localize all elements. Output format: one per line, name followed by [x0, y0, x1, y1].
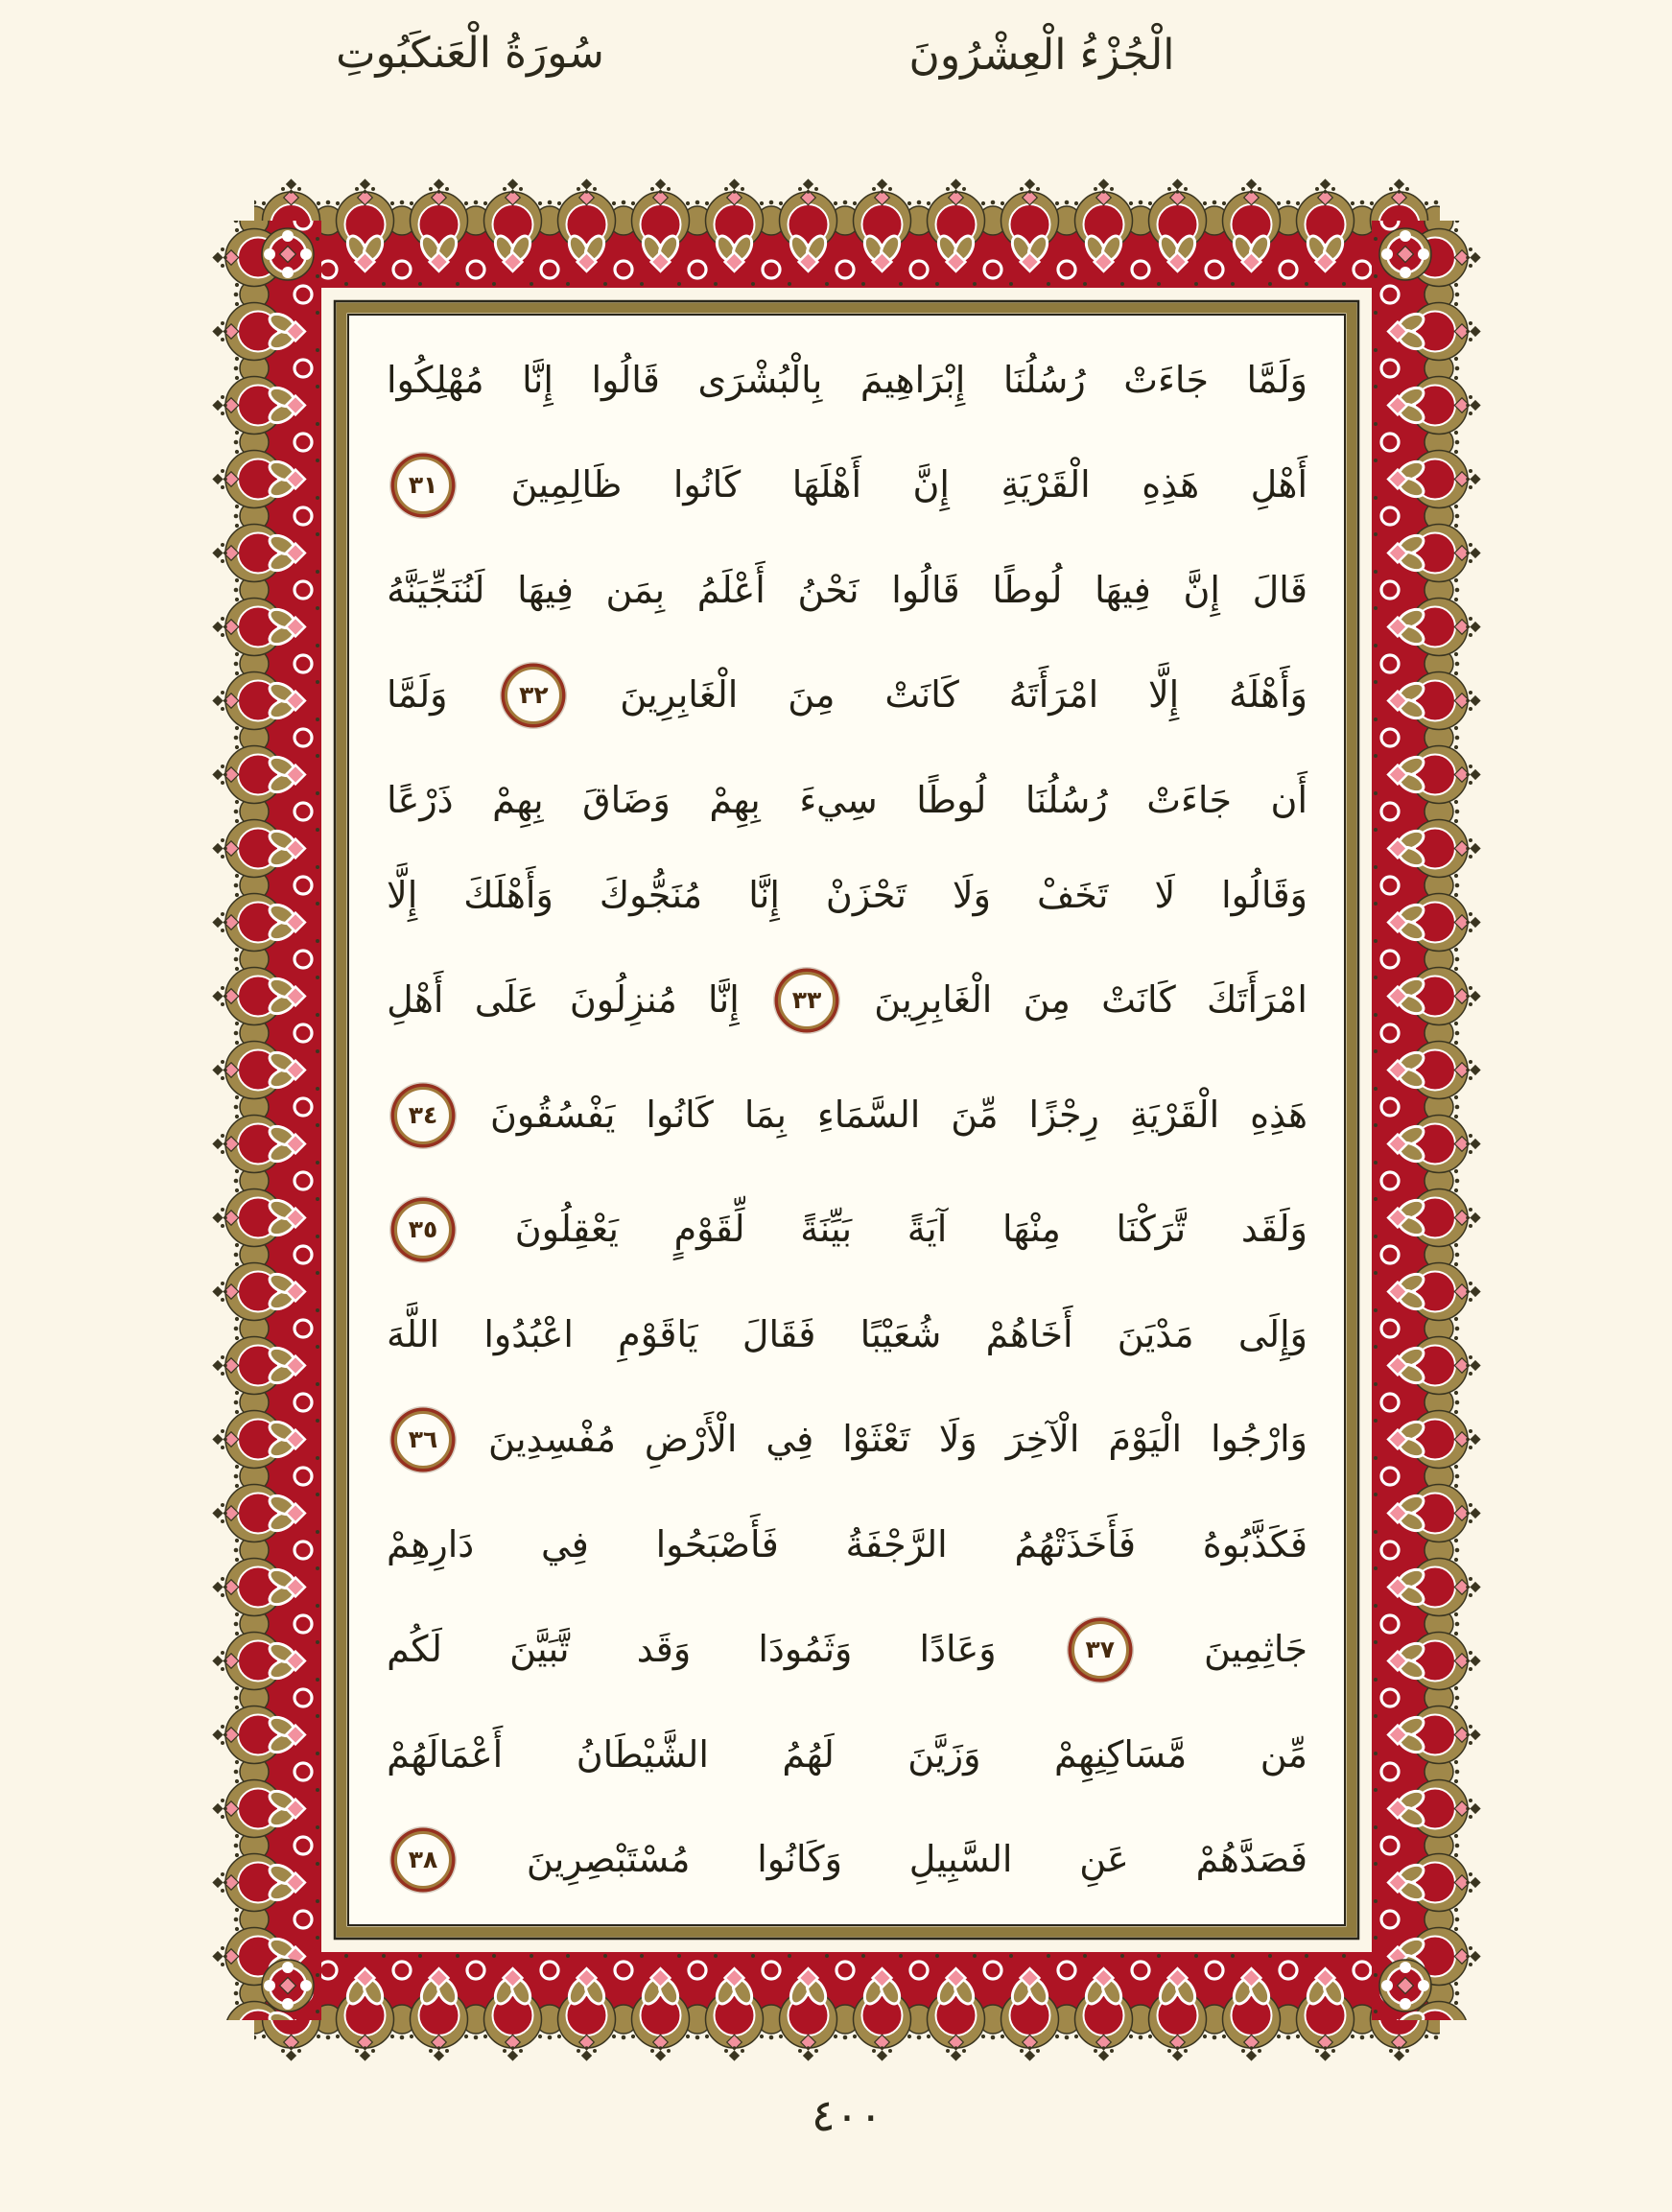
quran-word: مُنَجُّوكَ	[599, 874, 703, 916]
quran-word: بِهِمْ	[709, 778, 761, 821]
quran-word: وَثَمُودَا	[758, 1628, 853, 1671]
verse-number-medallion: ٣٣	[778, 972, 836, 1029]
quran-word: أَهْلَهَا	[791, 463, 862, 506]
quran-word: فَأَخَذَتْهُمُ	[1014, 1522, 1137, 1565]
quran-word: قَالُوا	[591, 358, 660, 401]
quran-word: نَحْنُ	[797, 568, 860, 611]
quran-line	[387, 1201, 1307, 1259]
quran-word: لَنُنَجِّيَنَّهُ	[387, 568, 485, 611]
quran-word: فِي	[540, 1522, 589, 1565]
verse-number-medallion: ٣٧	[1071, 1621, 1129, 1679]
quran-word: وَإِلَى	[1237, 1312, 1307, 1355]
quran-word: إِلَّا	[1148, 673, 1180, 717]
quran-word: رُسُلُنَا	[1002, 358, 1086, 401]
quran-word: فَأَصْبَحُوا	[655, 1522, 779, 1565]
border-top-band	[254, 177, 1440, 288]
verse-number-medallion: ٣٨	[394, 1831, 452, 1889]
verse-number-medallion: ٣١	[394, 457, 452, 514]
corner-rosette	[262, 1960, 314, 2012]
quran-word: مِنَ	[788, 673, 836, 717]
quran-word: إِنَّ	[912, 463, 950, 506]
quran-word: جَاءَتْ	[1146, 778, 1232, 821]
quran-word: شُعَيْبًا	[860, 1312, 942, 1355]
quran-word: إِنَّا	[748, 874, 780, 916]
quran-word: فِي	[765, 1418, 814, 1461]
quran-word: آيَةً	[907, 1208, 948, 1251]
quran-word: وَكَانُوا	[757, 1838, 842, 1881]
quran-word: عَنِ	[1079, 1838, 1129, 1881]
quran-word: مَّسَاكِنِهِمْ	[1054, 1732, 1188, 1776]
quran-word: وَأَهْلَهُ	[1229, 673, 1307, 717]
quran-word: مُفْسِدِينَ	[488, 1418, 616, 1461]
quran-word: كَانَتْ	[1101, 978, 1176, 1022]
quran-word: وَقَد	[636, 1628, 692, 1671]
quran-word: أَعْمَالَهُمْ	[387, 1732, 504, 1776]
quran-word: بَيِّنَةً	[800, 1208, 853, 1251]
quran-word: امْرَأَتَهُ	[1008, 673, 1099, 717]
quran-word: وَلَمَّا	[1246, 358, 1307, 401]
quran-word: إِبْرَاهِيمَ	[860, 358, 966, 401]
quran-word: كَانَتْ	[884, 673, 959, 717]
page-number: ٤٠٠	[811, 2089, 883, 2141]
quran-lines	[387, 333, 1307, 1918]
quran-word: هَذِهِ	[1142, 463, 1200, 506]
quran-word: الرَّجْفَةُ	[845, 1522, 948, 1565]
quran-word: إِنَّا	[522, 358, 553, 401]
quran-line	[387, 1411, 1307, 1469]
quran-word: سِيءَ	[799, 778, 878, 821]
quran-line	[387, 1831, 1307, 1889]
quran-word: الْقَرْيَةِ	[1129, 1093, 1220, 1136]
quran-word: مُسْتَبْصِرِينَ	[526, 1838, 691, 1881]
quran-word: مِنَ	[1023, 978, 1071, 1022]
quran-word: تَّرَكْنَا	[1116, 1208, 1187, 1251]
quran-word: تَّبَيَّنَ	[509, 1628, 570, 1671]
quran-word: وَارْجُوا	[1211, 1418, 1307, 1461]
quran-line	[387, 667, 1307, 724]
corner-rosette	[1379, 1960, 1431, 2012]
quran-word: امْرَأَتَكَ	[1206, 978, 1307, 1022]
quran-word: اعْبُدُوا	[483, 1312, 574, 1355]
quran-word: وَزَيَّنَ	[907, 1732, 981, 1776]
quran-word: بِمَن	[605, 568, 666, 611]
quran-line	[387, 1087, 1307, 1144]
border-left-band	[211, 221, 321, 2020]
quran-word: فَقَالَ	[742, 1312, 816, 1355]
surah-name-header: سُورَةُ الْعَنكَبُوتِ	[336, 29, 604, 78]
quran-word: قَالُوا	[891, 568, 960, 611]
quran-word: الْقَرْيَةِ	[1001, 463, 1091, 506]
quran-word: وَأَهْلَكَ	[463, 874, 553, 916]
quran-word: تَخَفْ	[1036, 874, 1109, 916]
quran-word: ظَالِمِينَ	[510, 463, 623, 506]
quran-word: جَاءَتْ	[1123, 358, 1209, 401]
quran-word: إِلَّا	[387, 874, 418, 916]
verse-number-medallion: ٣٢	[505, 667, 562, 724]
quran-word: إِنَّا	[708, 978, 740, 1022]
quran-word: مَدْيَنَ	[1117, 1312, 1194, 1355]
corner-rosette	[262, 228, 314, 280]
quran-word: لُوطًا	[916, 778, 987, 821]
quran-word: أَهْلِ	[1250, 463, 1307, 506]
quran-word: هَذِهِ	[1250, 1093, 1307, 1136]
quran-word: عَلَى	[474, 978, 539, 1022]
quran-word: أَعْلَمُ	[696, 568, 765, 611]
quran-word: الْأَرْضِ	[644, 1418, 738, 1461]
quran-word: كَانُوا	[672, 463, 742, 506]
verse-number-medallion: ٣٥	[394, 1201, 452, 1259]
quran-word: يَفْسُقُونَ	[490, 1093, 616, 1136]
quran-word: الْغَابِرِينَ	[874, 978, 993, 1022]
quran-line	[387, 1621, 1307, 1679]
quran-word: الْآخِرَ	[1005, 1418, 1080, 1461]
quran-word: وَلَا	[938, 1418, 977, 1461]
quran-word: فِيهَا	[1095, 568, 1151, 611]
quran-line	[387, 358, 1307, 401]
quran-word: وَقَالُوا	[1221, 874, 1307, 916]
quran-word: بِمَا	[743, 1093, 787, 1136]
verse-number-medallion: ٣٦	[394, 1411, 452, 1469]
quran-word: رِجْزًا	[1028, 1093, 1099, 1136]
quran-line	[387, 457, 1307, 514]
quran-word: مِنْهَا	[1001, 1208, 1061, 1251]
quran-word: الشَّيْطَانُ	[576, 1732, 709, 1776]
juz-header: الْجُزْءُ الْعِشْرُونَ	[908, 31, 1175, 80]
border-bottom-band	[254, 1952, 1440, 2062]
quran-word: الْيَوْمَ	[1108, 1418, 1183, 1461]
quran-word: أَهْلِ	[387, 978, 444, 1022]
quran-line	[387, 1732, 1307, 1776]
quran-word: وَلَمَّا	[387, 673, 448, 717]
quran-word: وَضَاقَ	[582, 778, 671, 821]
quran-line	[387, 568, 1307, 611]
quran-word: وَلَا	[952, 874, 991, 916]
quran-word: إِنَّ	[1183, 568, 1220, 611]
quran-word: مُنزِلُونَ	[569, 978, 677, 1022]
quran-word: لَا	[1154, 874, 1176, 916]
quran-word: يَاقَوْمِ	[618, 1312, 698, 1355]
quran-word: تَعْثَوْا	[842, 1418, 910, 1461]
quran-word: فَصَدَّهُمْ	[1195, 1838, 1307, 1881]
corner-rosette	[1379, 228, 1431, 280]
quran-word: الْغَابِرِينَ	[620, 673, 739, 717]
quran-word: لِّقَوْمٍ	[673, 1208, 745, 1251]
verse-number-medallion: ٣٤	[394, 1087, 452, 1144]
quran-word: فَكَذَّبُوهُ	[1202, 1522, 1307, 1565]
quran-word: تَحْزَنْ	[825, 874, 907, 916]
quran-word: بِالْبُشْرَى	[697, 358, 823, 401]
quran-word: دَارِهِمْ	[387, 1522, 475, 1565]
quran-word: رُسُلُنَا	[1024, 778, 1108, 821]
quran-word: السَّبِيلِ	[908, 1838, 1013, 1881]
quran-word: مِّن	[1260, 1732, 1307, 1776]
quran-word: يَعْقِلُونَ	[514, 1208, 619, 1251]
quran-line	[387, 1522, 1307, 1565]
quran-word: جَاثِمِينَ	[1203, 1628, 1307, 1671]
quran-word: لَكُم	[387, 1628, 442, 1671]
quran-word: وَعَادًا	[919, 1628, 997, 1671]
quran-word: كَانُوا	[646, 1093, 714, 1136]
quran-word: أَن	[1270, 778, 1307, 821]
quran-word: لُوطًا	[992, 568, 1063, 611]
quran-line	[387, 972, 1307, 1029]
quran-word: مُهْلِكُوا	[387, 358, 484, 401]
quran-line	[387, 778, 1307, 821]
quran-word: السَّمَاءِ	[816, 1093, 921, 1136]
quran-line	[387, 1312, 1307, 1355]
quran-word: أَخَاهُمْ	[985, 1312, 1073, 1355]
quran-line	[387, 874, 1307, 916]
quran-word: اللَّهَ	[387, 1312, 440, 1355]
quran-word: لَهُمُ	[782, 1732, 835, 1776]
quran-word: وَلَقَد	[1240, 1208, 1307, 1251]
quran-word: فِيهَا	[517, 568, 574, 611]
quran-word: ذَرْعًا	[387, 778, 454, 821]
quran-word: بِهِمْ	[492, 778, 544, 821]
quran-word: قَالَ	[1252, 568, 1307, 611]
quran-word: مِّنَ	[951, 1093, 999, 1136]
border-right-band	[1372, 221, 1482, 2020]
